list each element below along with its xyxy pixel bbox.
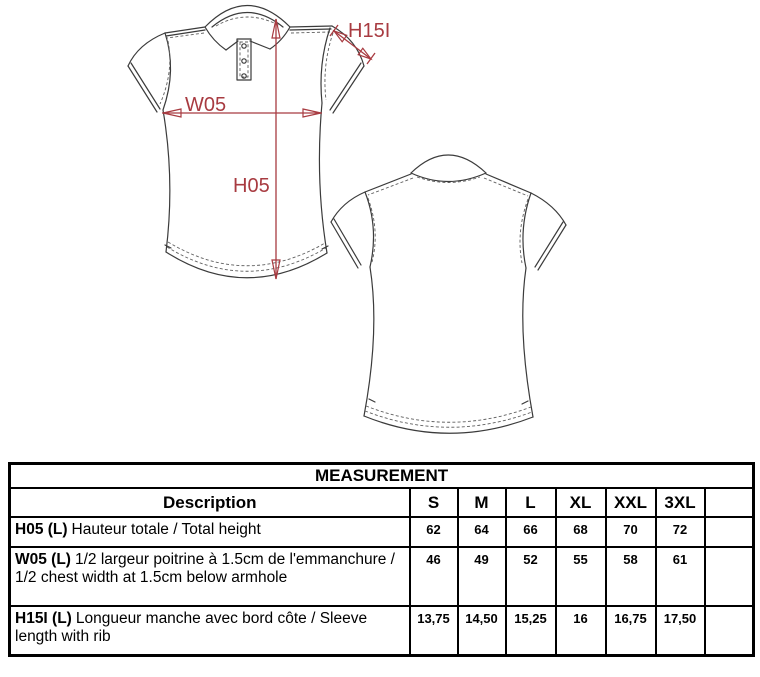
- table-row-h05: [10, 517, 754, 547]
- w05-label: W05: [185, 94, 227, 116]
- button-icon: [242, 44, 246, 48]
- value-cell: 72: [656, 517, 705, 547]
- value-cell: 66: [506, 517, 556, 547]
- table-row-h15i: [10, 606, 754, 655]
- measure-description: Hauteur totale / Total height: [71, 521, 261, 538]
- back-collar: [411, 155, 486, 183]
- front-left-sleeve: [128, 33, 171, 112]
- value-cell: 58: [606, 547, 656, 606]
- value-cell: 49: [458, 547, 506, 606]
- w05-dimension: [162, 94, 322, 117]
- measurement-table: [8, 462, 755, 657]
- measure-description: Longueur manche avec bord côte / Sleeve length with rib: [15, 610, 368, 646]
- measure-code: W05 (L): [15, 551, 71, 568]
- front-hem: [165, 242, 328, 278]
- polo-front-view: [128, 6, 364, 278]
- polo-back-view: [331, 155, 566, 433]
- measure-description: 1/2 largeur poitrine à 1.5cm de l'emmanchure / 1/2 chest width at 1.5cm below armhole: [15, 551, 395, 587]
- value-cell: 13,75: [410, 606, 458, 655]
- back-right-sleeve: [520, 193, 566, 270]
- h15i-dimension: [330, 20, 390, 64]
- button-icon: [242, 74, 246, 78]
- value-cell: 17,50: [656, 606, 705, 655]
- back-body: [364, 267, 533, 417]
- front-placket: [237, 39, 251, 80]
- value-cell: 64: [458, 517, 506, 547]
- h15i-label: H15I: [348, 20, 391, 42]
- value-cell: 14,50: [458, 606, 506, 655]
- value-cell: 15,25: [506, 606, 556, 655]
- size-column-header-xl: XL: [556, 488, 606, 517]
- measure-code: H05 (L): [15, 521, 68, 538]
- size-column-header-xxl: XXL: [606, 488, 656, 517]
- empty-cell: [705, 547, 754, 606]
- table-header-row: [10, 488, 754, 517]
- back-left-sleeve: [331, 192, 375, 268]
- size-column-header-3xl: 3XL: [656, 488, 705, 517]
- value-cell: 16: [556, 606, 606, 655]
- value-cell: 70: [606, 517, 656, 547]
- empty-column-header: [705, 488, 754, 517]
- measure-code: H15I (L): [15, 610, 72, 627]
- value-cell: 46: [410, 547, 458, 606]
- size-column-header-s: S: [410, 488, 458, 517]
- value-cell: 52: [506, 547, 556, 606]
- front-shoulders: [165, 26, 332, 38]
- back-shoulders: [365, 174, 531, 196]
- description-cell: [10, 606, 410, 655]
- value-cell: 61: [656, 547, 705, 606]
- description-cell: [10, 517, 410, 547]
- value-cell: 68: [556, 517, 606, 547]
- back-hem: [364, 399, 533, 433]
- table-title: MEASUREMENT: [10, 464, 754, 489]
- table-row-w05: [10, 547, 754, 606]
- button-icon: [242, 59, 246, 63]
- value-cell: 55: [556, 547, 606, 606]
- value-cell: 16,75: [606, 606, 656, 655]
- size-column-header-l: L: [506, 488, 556, 517]
- size-column-header-m: M: [458, 488, 506, 517]
- empty-cell: [705, 517, 754, 547]
- value-cell: 62: [410, 517, 458, 547]
- description-column-header: Description: [10, 488, 410, 517]
- description-cell: [10, 547, 410, 606]
- table-title-row: [10, 464, 754, 489]
- empty-cell: [705, 606, 754, 655]
- h05-label: H05: [233, 175, 270, 197]
